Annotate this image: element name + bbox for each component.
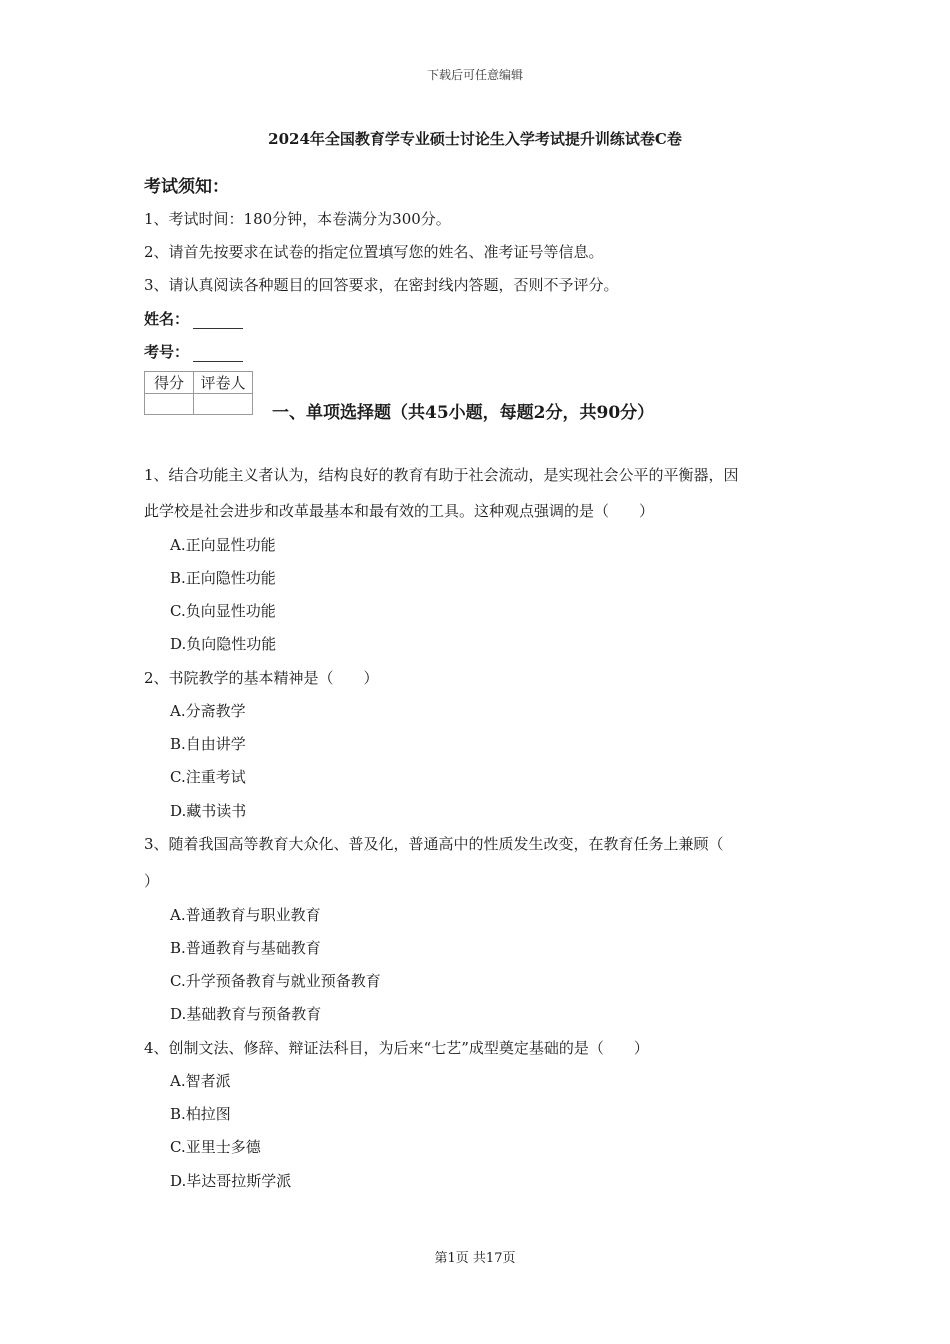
question-stem: 1、结合功能主义者认为，结构良好的教育有助于社会流动，是实现社会公平的平衡器，因 (144, 466, 739, 484)
notice-item: 1、考试时间：180分钟，本卷满分为300分。 (144, 210, 451, 228)
question-stem: ） (144, 872, 160, 890)
id-blank[interactable] (193, 347, 243, 362)
option: A.普通教育与职业教育 (170, 906, 321, 924)
option: D.负向隐性功能 (170, 635, 277, 653)
header-note: 下载后可任意编辑 (426, 68, 523, 82)
notice-heading: 考试须知： (144, 177, 229, 197)
option: B.柏拉图 (170, 1105, 231, 1123)
id-label: 考号： (144, 343, 190, 361)
option: B.正向隐性功能 (170, 569, 276, 587)
section-title: 一、单项选择题（共45小题，每题2分，共90分） (272, 403, 655, 423)
question-stem: 4、创制文法、修辞、辩证法科目，为后来“七艺”成型奠定基础的是（ ） (144, 1039, 649, 1057)
question-stem: 2、书院教学的基本精神是（ ） (144, 669, 379, 687)
name-field (144, 308, 243, 329)
option: C.升学预备教育与就业预备教育 (170, 972, 381, 990)
option: A.智者派 (170, 1072, 231, 1090)
score-header: 得分 (145, 372, 194, 394)
score-table (144, 371, 253, 415)
option: D.藏书读书 (170, 802, 247, 820)
option: B.普通教育与基础教育 (170, 939, 321, 957)
option: C.负向显性功能 (170, 602, 276, 620)
name-blank[interactable] (193, 314, 243, 329)
option: B.自由讲学 (170, 735, 246, 753)
page-footer: 第1页 共17页 (434, 1251, 516, 1266)
option: A.分斋教学 (170, 702, 246, 720)
grader-cell[interactable] (194, 394, 253, 415)
option: C.亚里士多德 (170, 1138, 261, 1156)
notice-item: 2、请首先按要求在试卷的指定位置填写您的姓名、准考证号等信息。 (144, 243, 604, 261)
question-stem: 3、随着我国高等教育大众化、普及化，普通高中的性质发生改变，在教育任务上兼顾（ (144, 835, 724, 853)
grader-header: 评卷人 (194, 372, 253, 394)
name-label: 姓名： (144, 310, 190, 328)
option: C.注重考试 (170, 768, 246, 786)
page-title: 2024年全国教育学专业硕士讨论生入学考试提升训练试卷C卷 (268, 130, 682, 148)
notice-item: 3、请认真阅读各种题目的回答要求，在密封线内答题，否则不予评分。 (144, 276, 619, 294)
option: D.毕达哥拉斯学派 (170, 1172, 292, 1190)
option: D.基础教育与预备教育 (170, 1005, 322, 1023)
id-field (144, 341, 243, 362)
option: A.正向显性功能 (170, 536, 276, 554)
score-cell[interactable] (145, 394, 194, 415)
question-stem: 此学校是社会进步和改革最基本和最有效的工具。这种观点强调的是（ ） (144, 502, 655, 520)
